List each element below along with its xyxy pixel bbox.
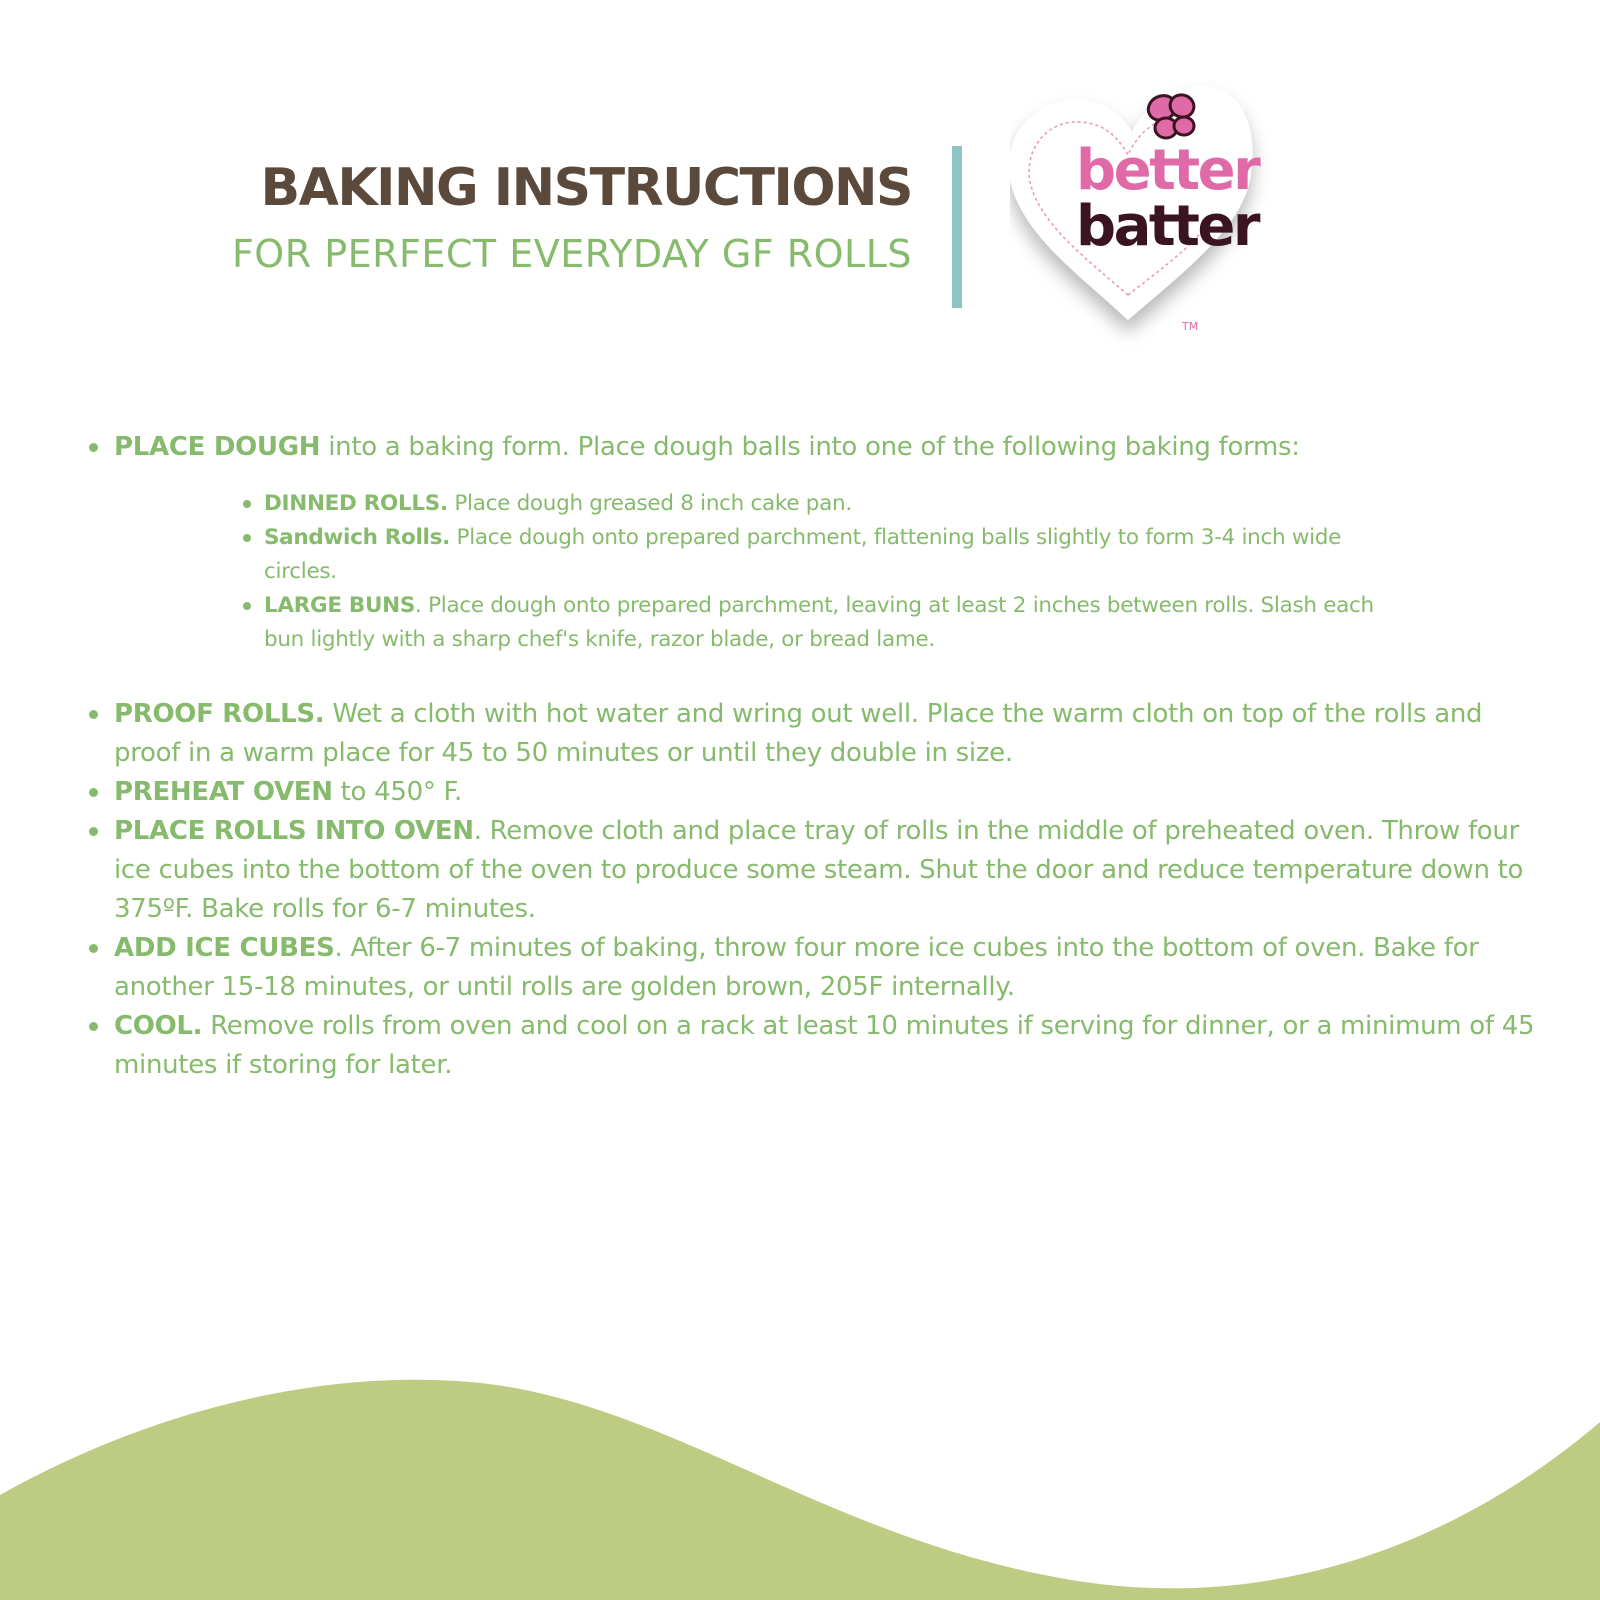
- steps-list: [84, 428, 1544, 1085]
- step-lead: PLACE DOUGH: [114, 432, 321, 462]
- substep-large-buns: [264, 589, 1394, 657]
- instructions: [84, 428, 1544, 1085]
- substep-lead: Sandwich Rolls.: [264, 525, 450, 550]
- substep-sandwich-rolls: [264, 521, 1394, 589]
- substep-lead: LARGE BUNS: [264, 593, 416, 618]
- step-text: Remove rolls from oven and cool on a rack at least 10 minutes if serving for dinner, or a minimum of 45 minutes if storing for later.: [114, 1011, 1535, 1080]
- header-divider: [952, 146, 962, 308]
- step-add-ice-cubes: [114, 929, 1544, 1007]
- step-text: into a baking form. Place dough balls into one of the following baking forms:: [320, 432, 1300, 462]
- substep-dinner-rolls: [264, 487, 1394, 521]
- logo-word-better: better: [1076, 138, 1259, 203]
- step-lead: PROOF ROLLS.: [114, 699, 325, 729]
- step-lead: ADD ICE CUBES: [114, 933, 335, 963]
- step-place-rolls-into-oven: [114, 812, 1544, 929]
- step-lead: COOL.: [114, 1011, 203, 1041]
- step-text: to 450° F.: [332, 777, 462, 807]
- baking-forms-list: [114, 487, 1544, 657]
- step-text: . Remove cloth and place tray of rolls in the middle of preheated oven. Throw four ice cubes into the bottom of the oven to produce some steam. Shut the door and reduce temperature down to 375ºF. Bake rolls for 6-7 minutes.: [114, 816, 1524, 924]
- step-place-dough: [114, 428, 1544, 657]
- trademark-mark: TM: [1182, 320, 1199, 333]
- page-title: BAKING INSTRUCTIONS: [260, 158, 912, 218]
- step-preheat-oven: [114, 773, 1544, 812]
- bottom-wave-decoration: [0, 1330, 1600, 1600]
- page-subtitle: FOR PERFECT EVERYDAY GF ROLLS: [231, 232, 912, 276]
- step-text: . After 6-7 minutes of baking, throw four more ice cubes into the bottom of oven. Bake for another 15-18 minutes, or until rolls are golden brown, 205F internally.: [114, 933, 1479, 1002]
- header: [0, 0, 1600, 380]
- substep-text: Place dough greased 8 inch cake pan.: [447, 491, 852, 516]
- step-lead: PREHEAT OVEN: [114, 777, 333, 807]
- better-batter-logo: [1010, 70, 1290, 370]
- step-cool: [114, 1007, 1544, 1085]
- step-text: Wet a cloth with hot water and wring out well. Place the warm cloth on top of the rolls and proof in a warm place for 45 to 50 minutes or until they double in size.: [114, 699, 1483, 768]
- step-lead: PLACE ROLLS INTO OVEN: [114, 816, 474, 846]
- step-proof-rolls: [114, 695, 1544, 773]
- logo-word-batter: batter: [1076, 194, 1259, 259]
- substep-text: Place dough onto prepared parchment, flattening balls slightly to form 3-4 inch wide circles.: [264, 525, 1342, 584]
- substep-lead: DINNED ROLLS.: [264, 491, 448, 516]
- substep-text: . Place dough onto prepared parchment, leaving at least 2 inches between rolls. Slash each bun lightly with a sharp chef's knife, razor blade, or bread lame.: [264, 593, 1374, 652]
